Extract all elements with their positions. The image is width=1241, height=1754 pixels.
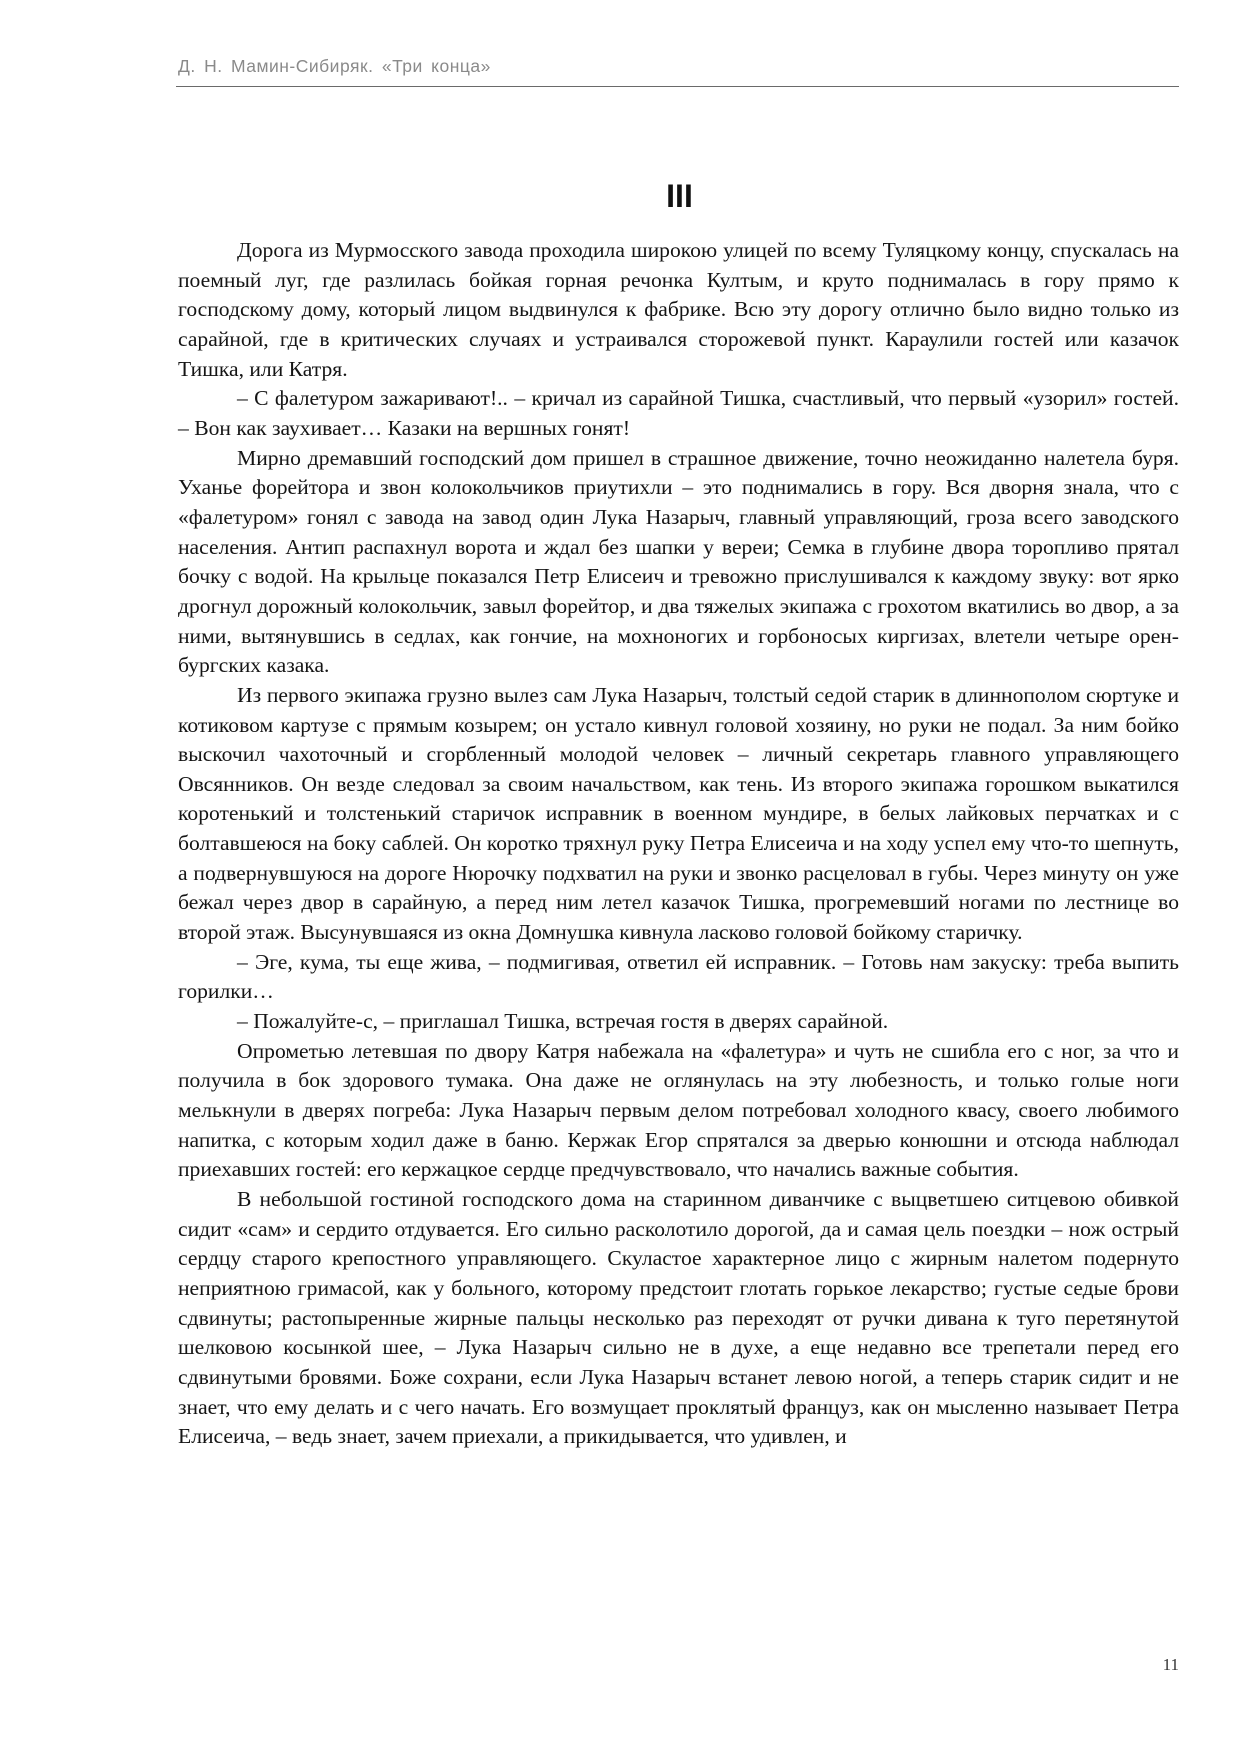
- page-number: 11: [1162, 1655, 1179, 1674]
- paragraph: В небольшой гостиной господского дома на старинном диванчике с выцветшею ситцевою обивкой сидит «сам» и сердито отдувается. Его сильно расколотило дорогой, да и самая цель поездки – нож острый сердцу старого крепостного управляющего. Скуластое характерное лицо с жирным налетом подернуто неприятною гримасой, как у больного, которому предстоит глотать горькое лекарство; густые седые брови сдвинуты; растопыренные жирные пальцы несколько раз переходят от ручки дивана к туго перетянутой шелковою косынкой шее, – Лука Назарыч сильно не в духе, а еще недавно все трепетали перед его сдвинутыми бровями. Боже сохрани, если Лука Назарыч встанет левою ногой, а теперь старик сидит и не знает, что ему делать и с чего начать. Его возмущает проклятый француз, как он мысленно называет Петра Елисеича, – ведь знает, зачем приехали, а прикидывается, что удивлен, и: [178, 1187, 1179, 1449]
- paragraph: Мирно дремавший господский дом пришел в страшное движение, точно неожиданно налетела буря. Уханье форейтора и звон колокольчиков приутихли – это поднимались в гору. Вся дворня знала, что с «фалетуром» гонял с завода на завод один Лука Назарыч, главный управляющий, гроза всего заводского населения. Антип распахнул ворота и ждал без шапки у вереи; Семка в глубине двора торопливо прятал бочку с водой. На крыльце показался Петр Елисеич и тревожно прислушивался к каждому звуку: вот ярко дрогнул дорожный колокольчик, завыл форейтор, и два тяжелых экипажа с грохотом вкатились во двор, а за ними, вытянувшись в седлах, как гончие, на мохноногих и горбоносых киргизах, влетели четыре оренбургских казака.: [178, 445, 1179, 678]
- paragraph: – Эге, кума, ты еще жива, – подмигивая, ответил ей исправник. – Готовь нам закуску: треба выпить горилки…: [178, 949, 1179, 1004]
- paragraph: Дорога из Мурмосского завода проходила широкою улицей по всему Туляцкому концу, спускалась на поемный луг, где разлилась бойкая горная речонка Култым, и круто поднималась в гору прямо к господскому дому, который лицом выдвинулся к фабрике. Всю эту дорогу отлично было видно только из сарайной, где в критических случаях и устраивался сторожевой пункт. Караулили гостей или казачок Тишка, или Катря.: [178, 238, 1179, 381]
- running-header: Д. Н. Мамин-Сибиряк. «Три конца»: [178, 56, 491, 76]
- paragraph: Опрометью летевшая по двору Катря набежала на «фалетура» и чуть не сшибла его с ног, за что и получила в бок здорового тумака. Она даже не оглянулась на эту любезность, и только голые ноги мелькнули в дверях погреба: Лука Назарыч первым делом потребовал холодного квасу, своего любимого напитка, с которым ходил даже в баню. Кержак Егор спрятался за дверью конюшни и отсюда наблюдал приехавших гостей: его кержацкое сердце предчувствовало, что начались важные события.: [178, 1038, 1179, 1182]
- paragraph: – С фалетуром зажаривают!.. – кричал из сарайной Тишка, счастливый, что первый «узорил» гостей. – Вон как заухивает… Казаки на вершных гонят!: [178, 386, 1179, 440]
- paragraph: Из первого экипажа грузно вылез сам Лука Назарыч, толстый седой старик в длиннополом сюртуке и котиковом картузе с прямым козырем; он устало кивнул головой хозяину, но руки не подал. За ним бойко выскочил чахоточный и сгорбленный молодой человек – личный секретарь главного управляющего Овсянников. Он везде следовал за своим начальством, как тень. Из второго экипажа горошком выкатился коротенький и толстенький старичок исправник в военном мундире, в белых лайковых перчатках и с болтавшеюся на боку саблей. Он коротко тряхнул руку Петра Елисеича и на ходу успел ему что-то шепнуть, а подвернувшуюся на дороге Нюрочку подхватил на руки и звонко расцеловал в губы. Через минуту он уже бежал через двор в сарайную, а перед ним летел казачок Тишка, прогремевший ногами по лестнице во второй этаж. Высунувшаяся из окна Домнушка кивнула ласково головой бойкому старичку.: [178, 682, 1180, 945]
- chapter-body: [178, 236, 1179, 1452]
- chapter-title: III: [666, 178, 693, 214]
- header-divider: [176, 86, 1179, 87]
- paragraph: – Пожалуйте-с, – приглашал Тишка, встречая гостя в дверях сарайной.: [237, 1009, 889, 1034]
